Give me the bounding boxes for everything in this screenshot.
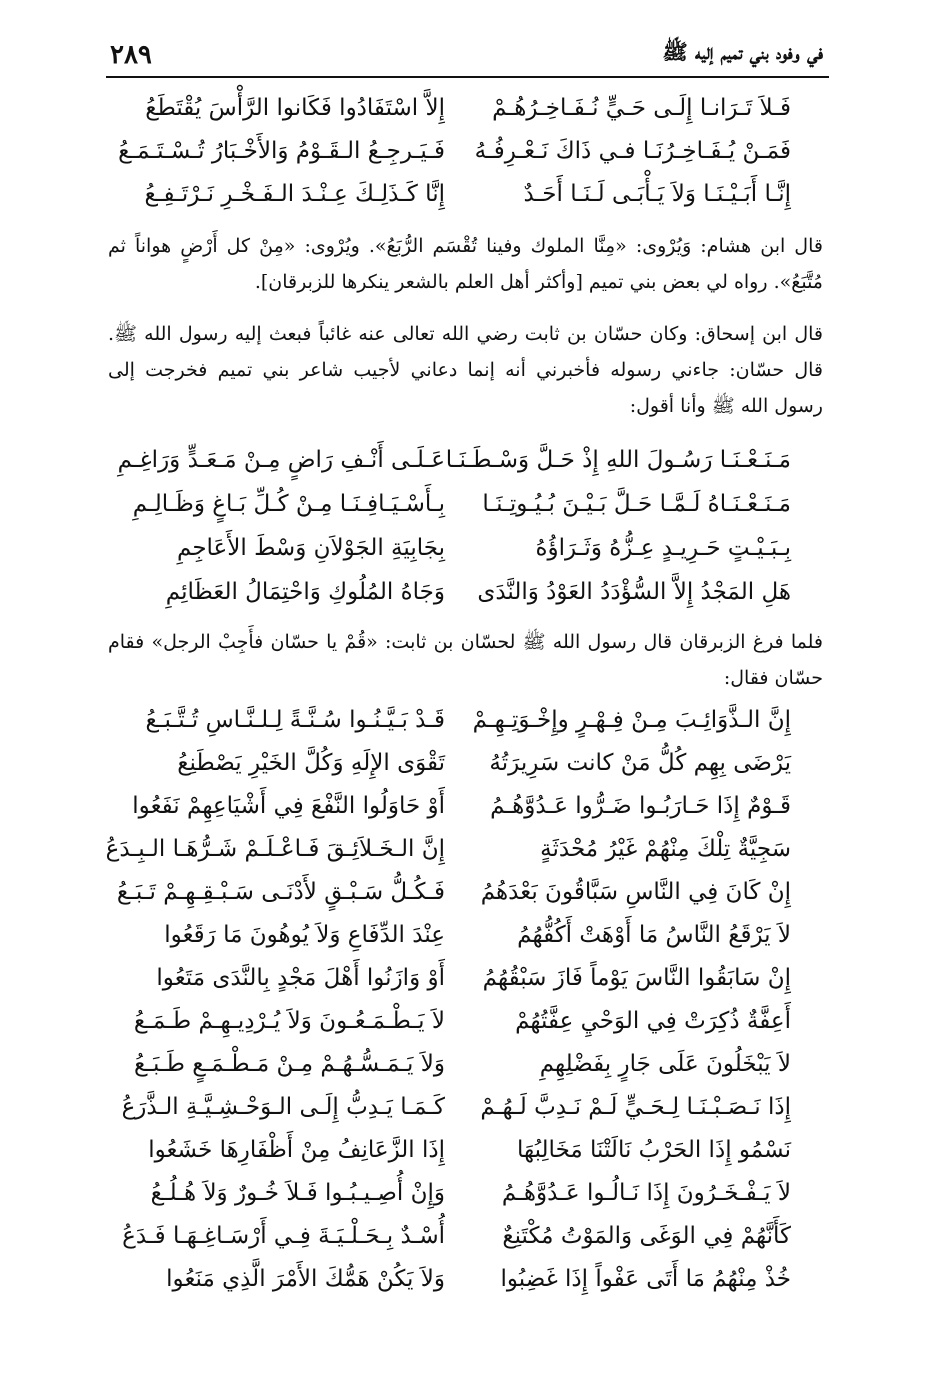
verse-couplet: [0, 88, 933, 128]
verse-first-hemistich: كَأَنَّهُمْ فِي الوَغَى وَالمَوْتُ مُكْتَنِعٌ: [502, 1223, 791, 1249]
verse-second-hemistich: لاَ يَـطْـمَـعُـونَ وَلاَ يُـرْدِيـهِـمْ طَـمَـعُ: [133, 1008, 445, 1034]
verse-second-hemistich: وَلاَ يَـمَـسُّـهُـمْ مِـنْ مَـطْـمَـعٍ طَـبَـعُ: [133, 1051, 445, 1077]
verse-first-hemistich: أَعِفَّةٌ ذُكِرَتْ فِي الوَحْيِ عِفَّتُهُمْ: [515, 1008, 791, 1034]
verse-first-hemistich: فَمَـنْ يُـفَـاخِـرُنَـا فـي ذَاكَ نَـعْـرِفُـهُ: [474, 138, 791, 164]
verse-second-hemistich: قَـدْ بَـيَّـنُـوا سُـنَّـةً لِـلـنَّـاسِ تُـتَّـبَـعُ: [145, 707, 445, 733]
paragraph-text: قال ابن هشام: وَيُرْوى: «مِنَّا الملوك وفينا تُقْسَم الرُّبَعُ». ويُرْوى: «مِنْ كل أَرْضٍ هواناً ثم مُتَّبَعُ». رواه لي بعض بني تميم [وأكثر أهل العلم بالشعر ينكرها للزبرقان].: [108, 235, 823, 293]
verse-second-hemistich: إِذَا الزَّعَانِفُ مِنْ أَظْفَارِهَا خَشَعُوا: [148, 1137, 445, 1163]
verse-first-hemistich: إِذَا نَـصَـبْـنَـا لِـحَـيٍّ لَـمْ نَـدِبَّ لَـهُـمْ: [480, 1094, 791, 1120]
verse-couplet: [0, 174, 933, 214]
running-title: في وفود بني تميم إليه ﷺ: [662, 39, 823, 64]
prose-paragraph: [108, 624, 823, 696]
verse-couplet: [0, 1173, 933, 1213]
verse-second-hemistich: عِنْدَ الدِّفَاعِ وَلاَ يُوهُونَ مَا رَقَعُوا: [164, 922, 445, 948]
verse-couplet: [0, 1044, 933, 1084]
verse-couplet: [0, 743, 933, 783]
verse-couplet: [0, 915, 933, 955]
verse-first-hemistich: فَـلاَ تَـرَانـا إِلَـى حَـيٍّ نُـفَـاخِـرُهُـمْ: [492, 95, 791, 121]
verse-second-hemistich: بِجَابِيَةِ الجَوْلاَنِ وَسْطَ الأَعَاجِمِ: [177, 535, 445, 561]
paragraph-text: قال ابن إسحاق: وكان حسّان بن ثابت رضي الله تعالى عنه غائباً فبعث إليه رسول الله ﷺ. قال حسّان: جاءني رسوله فأخبرني أنه إنما دعاني لأجيب شاعر بني تميم فخرجت إلى رسول الله ﷺ وأنا أقول:: [108, 323, 823, 417]
verse-second-hemistich: فَـيَـرجِـعُ الـقَـوْمُ وَالأَخْـبَارُ تُـسْـتَـمَـعُ: [118, 138, 445, 164]
verse-first-hemistich: نَسْمُو إِذَا الحَرْبُ نَالَتْنَا مَخَالِبُهَا: [517, 1137, 791, 1163]
prose-paragraph: [108, 228, 823, 300]
page-number: ٢٨٩: [110, 40, 152, 70]
verse-first-hemistich: لاَ يَبْخَلُونَ عَلَى جَارٍ بِفَضْلِهِمِ: [539, 1051, 791, 1077]
verse-first-hemistich: لاَ يَـفْـخَـرُونَ إِذَا نَـالُـوا عَـدُوَّهُـمُ: [501, 1180, 791, 1206]
verse-first-hemistich: إِنْ سَابَقُوا النَّاسَ يَوْماً فَازَ سَبْقُهُمُ: [482, 965, 791, 991]
verse-couplet: [0, 872, 933, 912]
verse-first-hemistich: مَـنَـعْـنَـاهُ لَـمَّـا حَـلَّ بَـيْـنَ بُـيُـوتِـنَـا: [482, 491, 791, 517]
verse-second-hemistich: تَقْوَى الإِلَهِ وَكُلَّ الخَيْرِ يَصْطَنِعُ: [177, 750, 445, 776]
verse-couplet: [0, 1087, 933, 1127]
verse-second-hemistich: وَلاَ يَكُنْ هَمُّكَ الأَمْرَ الَّذِي مَنَعُوا: [166, 1266, 445, 1292]
verse-couplet: [0, 484, 933, 524]
header-rule: [106, 76, 829, 78]
verse-couplet: [0, 1216, 933, 1256]
verse-couplet: [0, 1001, 933, 1041]
verse-second-hemistich: بِـأَسْـيَـافِـنَـا مِـنْ كُـلِّ بَـاغٍ وَظَـالِـمِ: [132, 491, 445, 517]
page-header: [110, 30, 823, 70]
verse-first-hemistich: إِنَّ الـذَّوَائِـبَ مِـنْ فِـهْـرٍ وإِخْـوَتِـهِـمْ: [472, 707, 791, 733]
verse-first-hemistich: إِنْ كَانَ فِي النَّاسِ سَبَّاقُونَ بَعْدَهُمُ: [480, 879, 791, 905]
prose-paragraph: [108, 316, 823, 424]
verse-first-hemistich: هَلِ المَجْدُ إِلاَّ السُّؤْدَدُ العَوْدُ وَالنَّدَى: [477, 579, 791, 605]
verse-couplet: [0, 440, 933, 480]
verse-first-hemistich: قَـوْمٌ إِذَا حَـارَبُـوا ضَـرُّوا عَـدُوَّهُـمُ: [490, 793, 791, 819]
verse-first-hemistich: يَرْضَى بِهِم كُلُّ مَنْ كانت سَرِيرَتُهُ: [489, 750, 791, 776]
verse-couplet: [0, 829, 933, 869]
verse-first-hemistich: لاَ يَرْقَعُ النَّاسُ مَا أَوْهَتْ أَكُفُّهُمُ: [517, 922, 791, 948]
verse-second-hemistich: كَـمَـا يَـدِبُّ إِلَـى الـوَحْـشِـيَّـةِ الـذَّرَعُ: [121, 1094, 445, 1120]
verse-couplet: [0, 700, 933, 740]
verse-couplet: [0, 958, 933, 998]
verse-second-hemistich: وَجَاهُ المُلُوكِ وَاحْتِمَالُ العَظَائِمِ: [165, 579, 445, 605]
verse-second-hemistich: إِلاَّ اسْتَفَادُوا فَكَانوا الرَّأْسَ يُقْتَطَعُ: [145, 95, 445, 121]
verse-second-hemistich: عَـلَـى أَنْـفِ رَاضٍ مِـنْ مَـعَـدٍّ وَرَاغِـمِ: [117, 447, 445, 473]
verse-second-hemistich: أَوْ حَاوَلُوا النَّفْعَ فِي أَشْيَاعِهِمْ نَفَعُوا: [132, 793, 445, 819]
verse-first-hemistich: إِنَّـا أَبَـيْـنَـا وَلاَ يَـأْبَـى لَـنَـا أَحَـدٌ: [523, 181, 791, 207]
verse-second-hemistich: وَإِنْ أُصِـيـبُـوا فَـلاَ خُـورٌ وَلاَ هُـلُـعُ: [150, 1180, 445, 1206]
verse-couplet: [0, 1259, 933, 1299]
verse-couplet: [0, 528, 933, 568]
verse-first-hemistich: خُذْ مِنْهُمُ مَا أَتَى عَفْواً إِذَا غَضِبُوا: [500, 1266, 791, 1292]
paragraph-text: فلما فرغ الزبرقان قال رسول الله ﷺ لحسّان بن ثابت: «قُمْ يا حسّان فأَجِبْ الرجل» فقام حسّان فقال:: [108, 631, 823, 689]
verse-couplet: [0, 1130, 933, 1170]
verse-second-hemistich: أَوْ وَازَنُوا أَهْلَ مَجْدٍ بِالنَّدَى مَتَعُوا: [156, 965, 445, 991]
verse-second-hemistich: إِنَّا كَـذَلِـكَ عِـنْـدَ الـفَـخْـرِ نَـرْتَـفِـعُ: [144, 181, 445, 207]
verse-couplet: [0, 131, 933, 171]
verse-couplet: [0, 786, 933, 826]
verse-second-hemistich: أُسْـدٌ بِـحَـلْـيَـةَ فِـي أَرْسَـاغِـهَـا فَـدَعُ: [122, 1223, 445, 1249]
verse-second-hemistich: فَـكُـلُّ سَـبْـقٍ لأَدْنَـى سَـبْـقِـهِـمْ تَـبَـعُ: [116, 879, 445, 905]
verse-first-hemistich: بِـبَـيْـتٍ حَـرِيـدٍ عِـزُّهُ وَثَـرَاؤُهُ: [535, 535, 791, 561]
verse-couplet: [0, 572, 933, 612]
verse-second-hemistich: إِنَّ الـخَـلاَئِـقَ فَـاعْـلَـمْ شَـرُّهَـا الـبِـدَعُ: [105, 836, 445, 862]
verse-first-hemistich: مَـنَـعْـنَـا رَسُـولَ اللهِ إِذْ حَـلَّ وَسْـطَـنَـا: [445, 447, 791, 473]
verse-first-hemistich: سَجِيَّةٌ تِلْكَ مِنْهُمْ غَيْرُ مُحْدَثَةٍ: [540, 836, 791, 862]
